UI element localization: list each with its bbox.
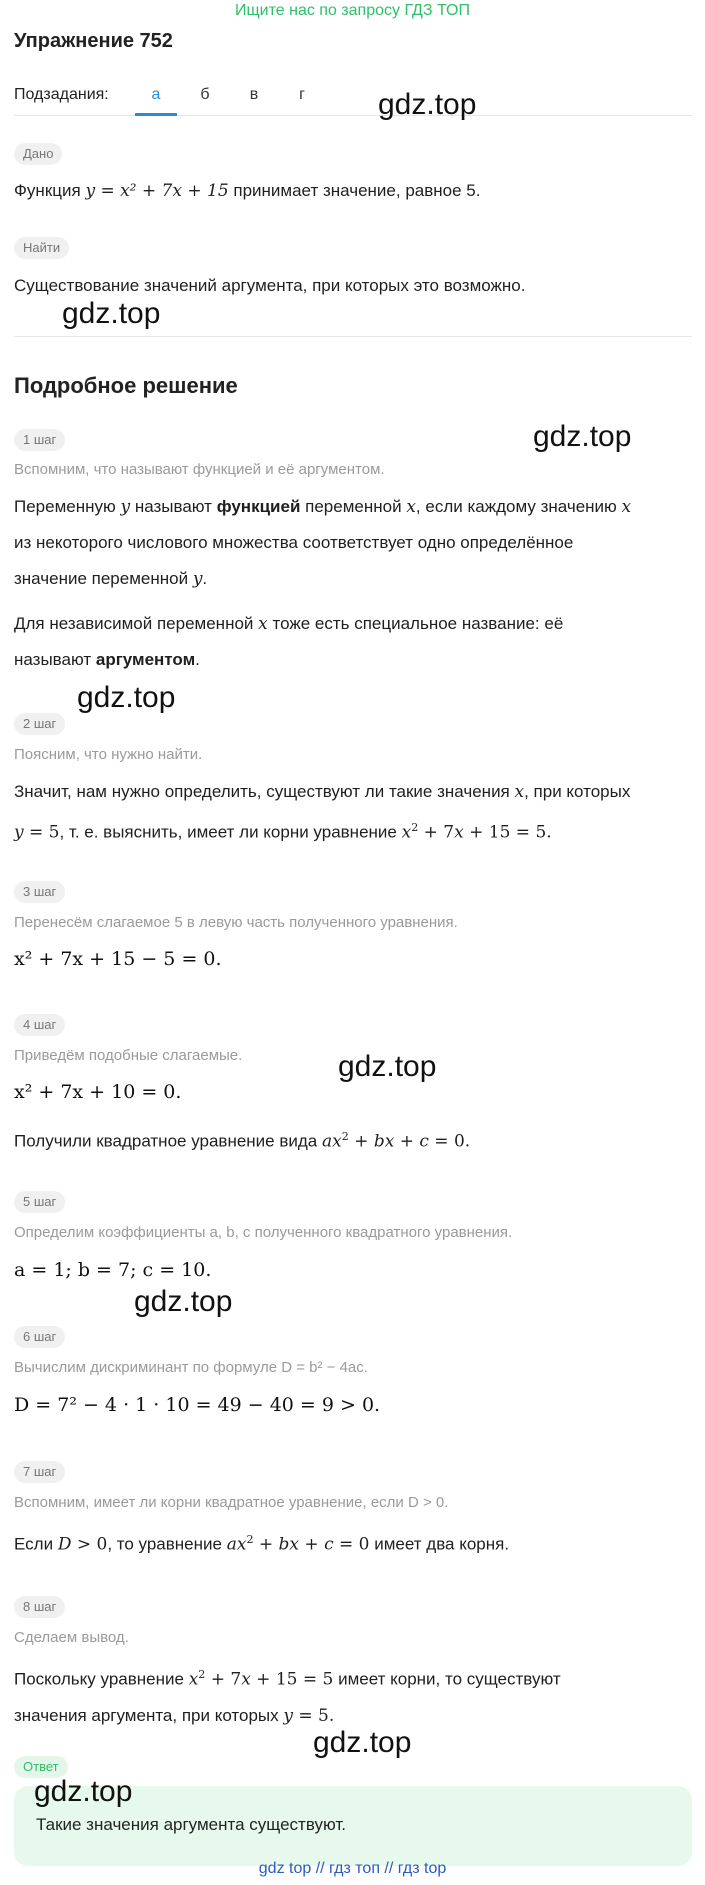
watermark: gdz.top [62, 297, 161, 330]
step-5-hint: Определим коэффициенты a, b, c полученного квадратного уравнения. [14, 1224, 513, 1241]
step-8-hint: Сделаем вывод. [14, 1629, 129, 1646]
step-3-badge: 3 шаг [14, 881, 65, 903]
watermark: gdz.top [338, 1050, 437, 1083]
step-4-formula: x² + 7x + 10 = 0. [14, 1081, 182, 1103]
footer-links[interactable]: gdz top // гдз топ // гдз top [258, 1860, 447, 1877]
given-text: Функция y = x² + 7x + 15 принимает значение, равное 5. [14, 181, 481, 201]
tab-g[interactable]: г [299, 86, 305, 103]
step-5-formula: a = 1; b = 7; c = 10. [14, 1259, 212, 1281]
step-8-text: Поскольку уравнение $x^2 + 7x + 15 = 5$ имеет корни, то существуют значения аргумента, при которых y = 5. [14, 1668, 561, 1726]
watermark: gdz.top [533, 420, 632, 453]
find-badge: Найти [14, 237, 69, 259]
search-banner: Ищите нас по запросу ГДЗ ТОП [235, 2, 470, 19]
step-1-hint: Вспомним, что называют функцией и её аргументом. [14, 461, 385, 478]
find-text: Существование значений аргумента, при которых это возможно. [14, 276, 526, 295]
step-8-badge: 8 шаг [14, 1596, 65, 1618]
watermark: gdz.top [77, 681, 176, 714]
step-1-paragraph-1: Переменную y называют функцией переменной x, если каждому значению x из некоторого числового множества соответствует одно определённое значение переменной y. [14, 497, 632, 589]
step-5-badge: 5 шаг [14, 1191, 65, 1213]
step-7-badge: 7 шаг [14, 1461, 65, 1483]
step-4-badge: 4 шаг [14, 1014, 65, 1036]
step-1-badge: 1 шаг [14, 429, 65, 451]
tab-a[interactable]: а [151, 86, 161, 103]
section-divider [14, 336, 692, 337]
tabs-divider [14, 115, 692, 116]
watermark: gdz.top [134, 1285, 233, 1318]
solution-heading: Подробное решение [14, 373, 238, 398]
step-3-hint: Перенесём слагаемое 5 в левую часть полученного уравнения. [14, 914, 458, 931]
active-tab-indicator [135, 113, 177, 116]
page-title: Упражнение 752 [14, 30, 173, 52]
step-6-badge: 6 шаг [14, 1326, 65, 1348]
subtasks-label: Подзадания: [14, 86, 109, 103]
watermark: gdz.top [313, 1726, 412, 1759]
step-7-hint: Вспомним, имеет ли корни квадратное уравнение, если D > 0. [14, 1494, 449, 1511]
given-badge: Дано [14, 143, 62, 165]
step-4-text: Получили квадратное уравнение вида $ax^2$ + bx + c = 0. [14, 1130, 471, 1152]
step-7-text: Если D > 0, то уравнение $ax^2$ + bx + c = 0 имеет два корня. [14, 1533, 510, 1555]
watermark: gdz.top [378, 88, 477, 121]
step-4-hint: Приведём подобные слагаемые. [14, 1047, 243, 1064]
given-formula: y = x² + 7x + 15 [85, 181, 229, 201]
step-3-formula: x² + 7x + 15 − 5 = 0. [14, 948, 222, 970]
answer-text: Такие значения аргумента существуют. [36, 1815, 346, 1834]
step-2-hint: Поясним, что нужно найти. [14, 746, 203, 763]
watermark: gdz.top [34, 1775, 133, 1808]
tab-v[interactable]: в [249, 86, 259, 103]
step-6-hint: Вычислим дискриминант по формуле D = b² − 4ac. [14, 1359, 368, 1376]
step-1-paragraph-2: Для независимой переменной x тоже есть специальное название: её называют аргументом. [14, 614, 564, 669]
step-2-text: Значит, нам нужно определить, существуют ли такие значения x, при которых y = 5, т. е. выяснить, имеет ли корни уравнение $x^2 + 7x + 15 = 5$. [14, 782, 631, 843]
step-6-formula: D = 7² − 4 · 1 · 10 = 49 − 40 = 9 > 0. [14, 1394, 381, 1416]
step-2-badge: 2 шаг [14, 713, 65, 735]
answer-badge: Ответ [14, 1756, 68, 1778]
tab-b[interactable]: б [200, 86, 210, 103]
